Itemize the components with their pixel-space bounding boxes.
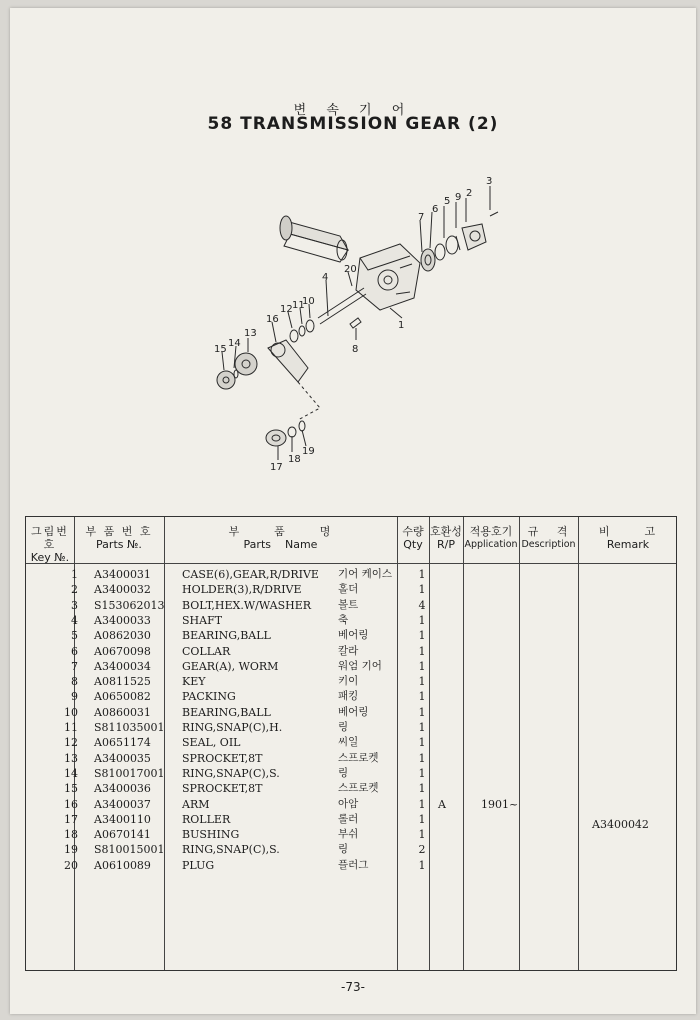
row-key-no: 11	[64, 721, 78, 734]
callout-8: 8	[352, 344, 359, 355]
callout-2: 2	[466, 188, 473, 199]
parts-table	[25, 516, 677, 971]
callout-14: 14	[228, 338, 241, 349]
row-key-no: 6	[71, 644, 78, 658]
header-parts-no: 부 품 번 호 Parts №.	[85, 525, 153, 551]
row-part-no: A3400037	[94, 797, 151, 811]
table-row	[26, 644, 678, 659]
row-qty: 2	[418, 843, 426, 857]
row-part-name-ko: 베어링	[338, 629, 369, 642]
row-part-name: KEY	[182, 675, 206, 689]
row-qty: 1	[418, 782, 426, 796]
row-part-name-ko: 베어링	[338, 705, 369, 718]
row-part-name: SEAL, OIL	[182, 736, 241, 750]
row-key-no: 10	[64, 705, 78, 719]
row-key-no: 16	[64, 797, 78, 811]
row-qty: 1	[418, 675, 426, 689]
header-description: 규 격 Description	[521, 525, 576, 550]
callout-3: 3	[486, 176, 493, 187]
callout-19: 19	[302, 446, 315, 457]
row-key-no: 4	[71, 613, 78, 627]
table-row	[26, 858, 678, 873]
header-qty: 수량 Qty	[402, 525, 424, 551]
parts-diagram-drawing	[190, 168, 530, 478]
row-part-name-ko: 축	[338, 613, 349, 626]
row-qty: 1	[418, 828, 426, 842]
table-row	[26, 781, 678, 796]
callout-15: 15	[214, 344, 227, 355]
row-key-no: 18	[64, 828, 78, 842]
row-part-name: SHAFT	[182, 613, 223, 627]
page-number: -73-	[341, 980, 365, 994]
callout-5: 5	[444, 196, 451, 207]
callout-16: 16	[266, 314, 279, 325]
table-row	[26, 659, 678, 674]
header-key: 그림번호 Key №.	[30, 525, 70, 564]
header-parts-name: 부 품 명 Parts Name	[228, 525, 333, 551]
row-part-name-ko: 링	[338, 721, 349, 733]
row-part-name-ko: 볼트	[338, 598, 359, 611]
header-divider	[26, 563, 676, 564]
header-remark: 비 고 Remark	[598, 525, 658, 551]
table-row	[26, 797, 678, 812]
callout-20: 20	[344, 264, 357, 275]
row-part-name: BUSHING	[182, 828, 240, 842]
row-qty: 1	[418, 629, 426, 643]
row-part-name-ko: 롤러	[338, 812, 359, 825]
callout-7: 7	[418, 212, 425, 223]
row-part-no: S153062013	[94, 598, 165, 612]
row-qty: 1	[418, 736, 426, 750]
row-part-no: S810015001	[94, 843, 165, 857]
page-title: 58 TRANSMISSION GEAR (2)	[207, 114, 499, 134]
row-key-no: 1	[71, 568, 78, 581]
row-part-name: COLLAR	[182, 644, 231, 658]
table-row	[26, 567, 678, 582]
row-qty: 1	[418, 766, 426, 780]
row-part-name-ko: 홀더	[338, 583, 359, 596]
row-qty: 1	[418, 797, 426, 811]
row-key-no: 3	[71, 598, 78, 612]
table-row	[26, 842, 678, 857]
catalog-page	[10, 8, 696, 1014]
row-qty: 4	[418, 598, 426, 612]
table-row	[26, 613, 678, 628]
row-part-name: PACKING	[182, 690, 236, 704]
row-part-name: PLUG	[182, 858, 215, 872]
row-part-no: A0610089	[94, 858, 151, 872]
table-row	[26, 705, 678, 720]
row-qty: 1	[418, 858, 426, 872]
row-qty: 1	[418, 690, 426, 704]
header-rp: 호환성 R/P	[430, 525, 462, 551]
rp-value: A	[438, 798, 446, 811]
row-key-no: 9	[71, 690, 78, 704]
row-part-name-ko: 플러그	[338, 858, 369, 871]
row-part-no: A0670141	[94, 828, 151, 842]
row-key-no: 15	[64, 782, 78, 796]
row-key-no: 12	[64, 736, 78, 750]
row-part-no: A3400031	[94, 568, 151, 581]
application-value: 1901~	[481, 798, 519, 811]
table-row	[26, 689, 678, 704]
row-part-name-ko: 링	[338, 843, 349, 856]
callout-18: 18	[288, 454, 301, 465]
row-part-name-ko: 기어 케이스	[338, 568, 393, 580]
row-part-no: A3400034	[94, 659, 151, 673]
row-part-no: S811035001	[94, 721, 165, 734]
table-row	[26, 827, 678, 842]
row-part-name: SPROCKET,8T	[182, 782, 263, 796]
row-qty: 1	[418, 721, 426, 734]
row-qty: 1	[418, 751, 426, 765]
row-part-name-ko: 스프로켓	[338, 782, 379, 795]
header-application: 적용호기 Application	[464, 525, 518, 550]
table-row	[26, 628, 678, 643]
row-part-name-ko: 패킹	[338, 690, 359, 703]
row-part-name-ko: 씨일	[338, 736, 359, 749]
row-key-no: 13	[64, 751, 78, 765]
row-part-no: A3400033	[94, 613, 151, 627]
exploded-parts-diagram	[190, 168, 530, 478]
callout-11: 11	[292, 300, 305, 311]
parts-table-frame	[25, 516, 677, 971]
row-part-name: CASE(6),GEAR,R/DRIVE	[182, 568, 319, 581]
row-part-no: A3400036	[94, 782, 151, 796]
table-row	[26, 674, 678, 689]
row-key-no: 14	[64, 766, 78, 780]
row-qty: 1	[418, 659, 426, 673]
row-part-no: A0651174	[94, 736, 151, 750]
row-part-name: GEAR(A), WORM	[182, 659, 279, 673]
row-part-no: A3400110	[94, 812, 151, 826]
callout-17: 17	[270, 462, 283, 473]
callout-12: 12	[280, 304, 293, 315]
row-key-no: 5	[71, 629, 78, 643]
row-part-no: S810017001	[94, 766, 165, 780]
callout-13: 13	[244, 328, 257, 339]
row-qty: 1	[418, 568, 426, 581]
row-qty: 1	[418, 705, 426, 719]
callout-1: 1	[398, 320, 405, 331]
row-part-name-ko: 링	[338, 766, 349, 779]
callout-9: 9	[455, 192, 462, 203]
row-part-no: A3400035	[94, 751, 151, 765]
row-part-no: A0862030	[94, 629, 151, 643]
row-qty: 1	[418, 812, 426, 826]
row-part-name: ARM	[182, 797, 210, 811]
row-key-no: 2	[71, 583, 78, 597]
row-part-name-ko: 아암	[338, 797, 359, 810]
row-part-name: BEARING,BALL	[182, 629, 271, 643]
row-part-no: A3400032	[94, 583, 151, 597]
table-row	[26, 582, 678, 597]
row-key-no: 7	[71, 659, 78, 673]
row-part-no: A0811525	[94, 675, 151, 689]
row-part-name-ko: 칼라	[338, 644, 359, 657]
callout-4: 4	[322, 272, 329, 283]
row-part-no: A0860031	[94, 705, 151, 719]
row-qty: 1	[418, 613, 426, 627]
row-key-no: 8	[71, 675, 78, 689]
row-part-name: RING,SNAP(C),H.	[182, 721, 283, 734]
row-part-name: HOLDER(3),R/DRIVE	[182, 583, 302, 597]
callout-6: 6	[432, 204, 439, 215]
table-row	[26, 766, 678, 781]
remark-value: A3400042	[592, 818, 649, 831]
row-key-no: 17	[64, 812, 78, 826]
row-qty: 1	[418, 583, 426, 597]
row-part-name: RING,SNAP(C),S.	[182, 843, 280, 857]
row-part-name-ko: 부쉬	[338, 828, 359, 841]
row-part-no: A0650082	[94, 690, 151, 704]
callout-10: 10	[302, 296, 315, 307]
row-key-no: 20	[64, 858, 78, 872]
row-part-name: ROLLER	[182, 812, 231, 826]
row-part-name: BEARING,BALL	[182, 705, 271, 719]
row-part-name-ko: 워엄 기어	[338, 659, 382, 672]
row-qty: 1	[418, 644, 426, 658]
row-part-name: BOLT,HEX.W/WASHER	[182, 598, 312, 612]
row-key-no: 19	[64, 843, 78, 857]
row-part-name: RING,SNAP(C),S.	[182, 766, 280, 780]
table-row	[26, 751, 678, 766]
row-part-name: SPROCKET,8T	[182, 751, 263, 765]
row-part-no: A0670098	[94, 644, 151, 658]
table-row	[26, 598, 678, 613]
row-part-name-ko: 키이	[338, 675, 359, 688]
table-row	[26, 735, 678, 750]
table-row	[26, 812, 678, 827]
table-row	[26, 720, 678, 735]
title-korean: 변 속 기 어	[293, 103, 413, 118]
row-part-name-ko: 스프로켓	[338, 751, 379, 764]
